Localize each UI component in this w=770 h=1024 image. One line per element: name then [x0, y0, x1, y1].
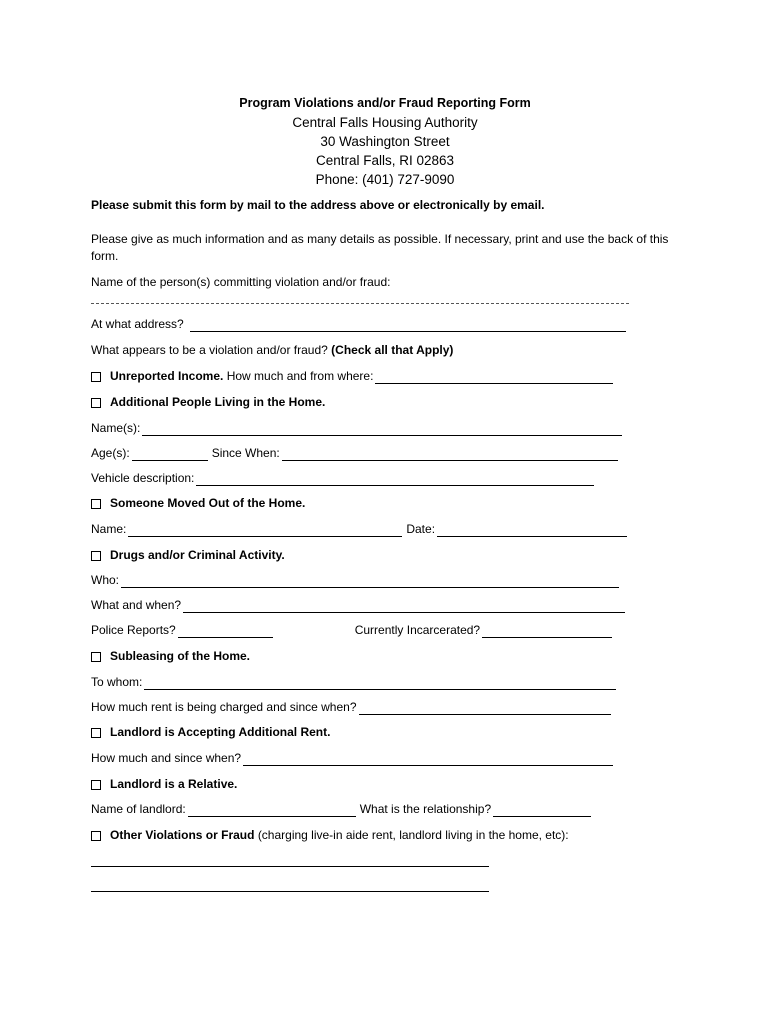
- landlord-rent-checkbox[interactable]: [91, 728, 101, 738]
- other-row: [91, 827, 569, 843]
- rent-label: How much rent is being charged and since when?: [91, 700, 357, 714]
- moved-name-input[interactable]: [128, 524, 402, 537]
- other-label: Other Violations or Fraud: [110, 828, 255, 842]
- what-when-label: What and when?: [91, 598, 182, 612]
- unreported-income-row: [91, 368, 613, 384]
- who-row: [91, 572, 619, 588]
- unreported-income-input[interactable]: [375, 371, 613, 384]
- form-header: [0, 94, 770, 189]
- relative-row: [91, 776, 237, 792]
- org-phone: Phone: (401) 727-9090: [315, 172, 455, 187]
- relationship-label: What is the relationship?: [359, 802, 492, 816]
- person-name-label: Name of the person(s) committing violation and/or fraud:: [91, 275, 391, 289]
- additional-people-label: Additional People Living in the Home.: [110, 395, 326, 409]
- names-label: Name(s):: [91, 421, 141, 435]
- moved-out-row: [91, 495, 305, 511]
- other-input-line-2[interactable]: [91, 891, 489, 892]
- relative-label: Landlord is a Relative.: [110, 777, 238, 791]
- rent-input[interactable]: [359, 702, 611, 715]
- drugs-row: [91, 547, 285, 563]
- landlord-name-input[interactable]: [188, 804, 356, 817]
- landlord-name-label: Name of landlord:: [91, 802, 186, 816]
- relative-checkbox[interactable]: [91, 780, 101, 790]
- relationship-input[interactable]: [493, 804, 591, 817]
- incarcerated-input[interactable]: [482, 625, 612, 638]
- how-much-label: How much and since when?: [91, 751, 242, 765]
- incarcerated-label: Currently Incarcerated?: [354, 623, 481, 637]
- names-row: [91, 420, 622, 436]
- rent-row: [91, 699, 611, 715]
- police-row: [91, 622, 612, 638]
- subleasing-checkbox[interactable]: [91, 652, 101, 662]
- moved-date-label: Date:: [406, 522, 436, 536]
- to-whom-row: [91, 674, 616, 690]
- unreported-income-checkbox[interactable]: [91, 372, 101, 382]
- since-when-input[interactable]: [282, 448, 618, 461]
- drugs-label: Drugs and/or Criminal Activity.: [110, 548, 285, 562]
- ages-input[interactable]: [132, 448, 208, 461]
- subleasing-label: Subleasing of the Home.: [110, 649, 251, 663]
- since-when-label: Since When:: [211, 446, 280, 460]
- other-detail-label: (charging live-in aide rent, landlord living in the home, etc):: [257, 828, 569, 842]
- check-all-note: (Check all that Apply): [331, 343, 454, 357]
- additional-people-row: [91, 394, 325, 410]
- moved-name-row: [91, 521, 627, 537]
- ages-row: [91, 445, 618, 461]
- address-row: [91, 316, 626, 332]
- how-much-input[interactable]: [243, 753, 613, 766]
- moved-name-label: Name:: [91, 522, 127, 536]
- to-whom-label: To whom:: [91, 675, 143, 689]
- violation-question-label: What appears to be a violation and/or fraud?: [91, 343, 328, 357]
- additional-people-checkbox[interactable]: [91, 398, 101, 408]
- unreported-income-label: Unreported Income.: [110, 369, 224, 383]
- other-input-line-1[interactable]: [91, 866, 489, 867]
- what-when-row: [91, 597, 625, 613]
- what-when-input[interactable]: [183, 600, 625, 613]
- landlord-name-row: [91, 801, 591, 817]
- org-street: 30 Washington Street: [320, 134, 450, 149]
- details-instruction: Please give as much information and as many details as possible. If necessary, print and use the back of this form.: [91, 232, 669, 263]
- moved-out-label: Someone Moved Out of the Home.: [110, 496, 306, 510]
- police-reports-input[interactable]: [178, 625, 273, 638]
- person-name-input[interactable]: [91, 303, 629, 304]
- vehicle-label: Vehicle description:: [91, 471, 195, 485]
- drugs-checkbox[interactable]: [91, 551, 101, 561]
- other-checkbox[interactable]: [91, 831, 101, 841]
- address-input[interactable]: [190, 319, 626, 332]
- landlord-rent-label: Landlord is Accepting Additional Rent.: [110, 725, 331, 739]
- landlord-rent-row: [91, 724, 330, 740]
- moved-date-input[interactable]: [437, 524, 627, 537]
- moved-out-checkbox[interactable]: [91, 499, 101, 509]
- org-city: Central Falls, RI 02863: [315, 153, 455, 168]
- how-much-row: [91, 750, 613, 766]
- police-reports-label: Police Reports?: [91, 623, 176, 637]
- org-name: Central Falls Housing Authority: [292, 115, 478, 130]
- submit-instruction: Please submit this form by mail to the address above or electronically by email.: [91, 198, 545, 212]
- violation-question: [91, 342, 453, 358]
- unreported-income-sub-label: How much and from where:: [226, 369, 374, 383]
- vehicle-input[interactable]: [196, 473, 594, 486]
- vehicle-row: [91, 470, 594, 486]
- who-input[interactable]: [121, 575, 619, 588]
- address-label: At what address?: [91, 317, 184, 331]
- to-whom-input[interactable]: [144, 677, 616, 690]
- subleasing-row: [91, 648, 250, 664]
- who-label: Who:: [91, 573, 120, 587]
- ages-label: Age(s):: [91, 446, 130, 460]
- names-input[interactable]: [142, 423, 622, 436]
- form-title: Program Violations and/or Fraud Reporting Form: [239, 96, 531, 110]
